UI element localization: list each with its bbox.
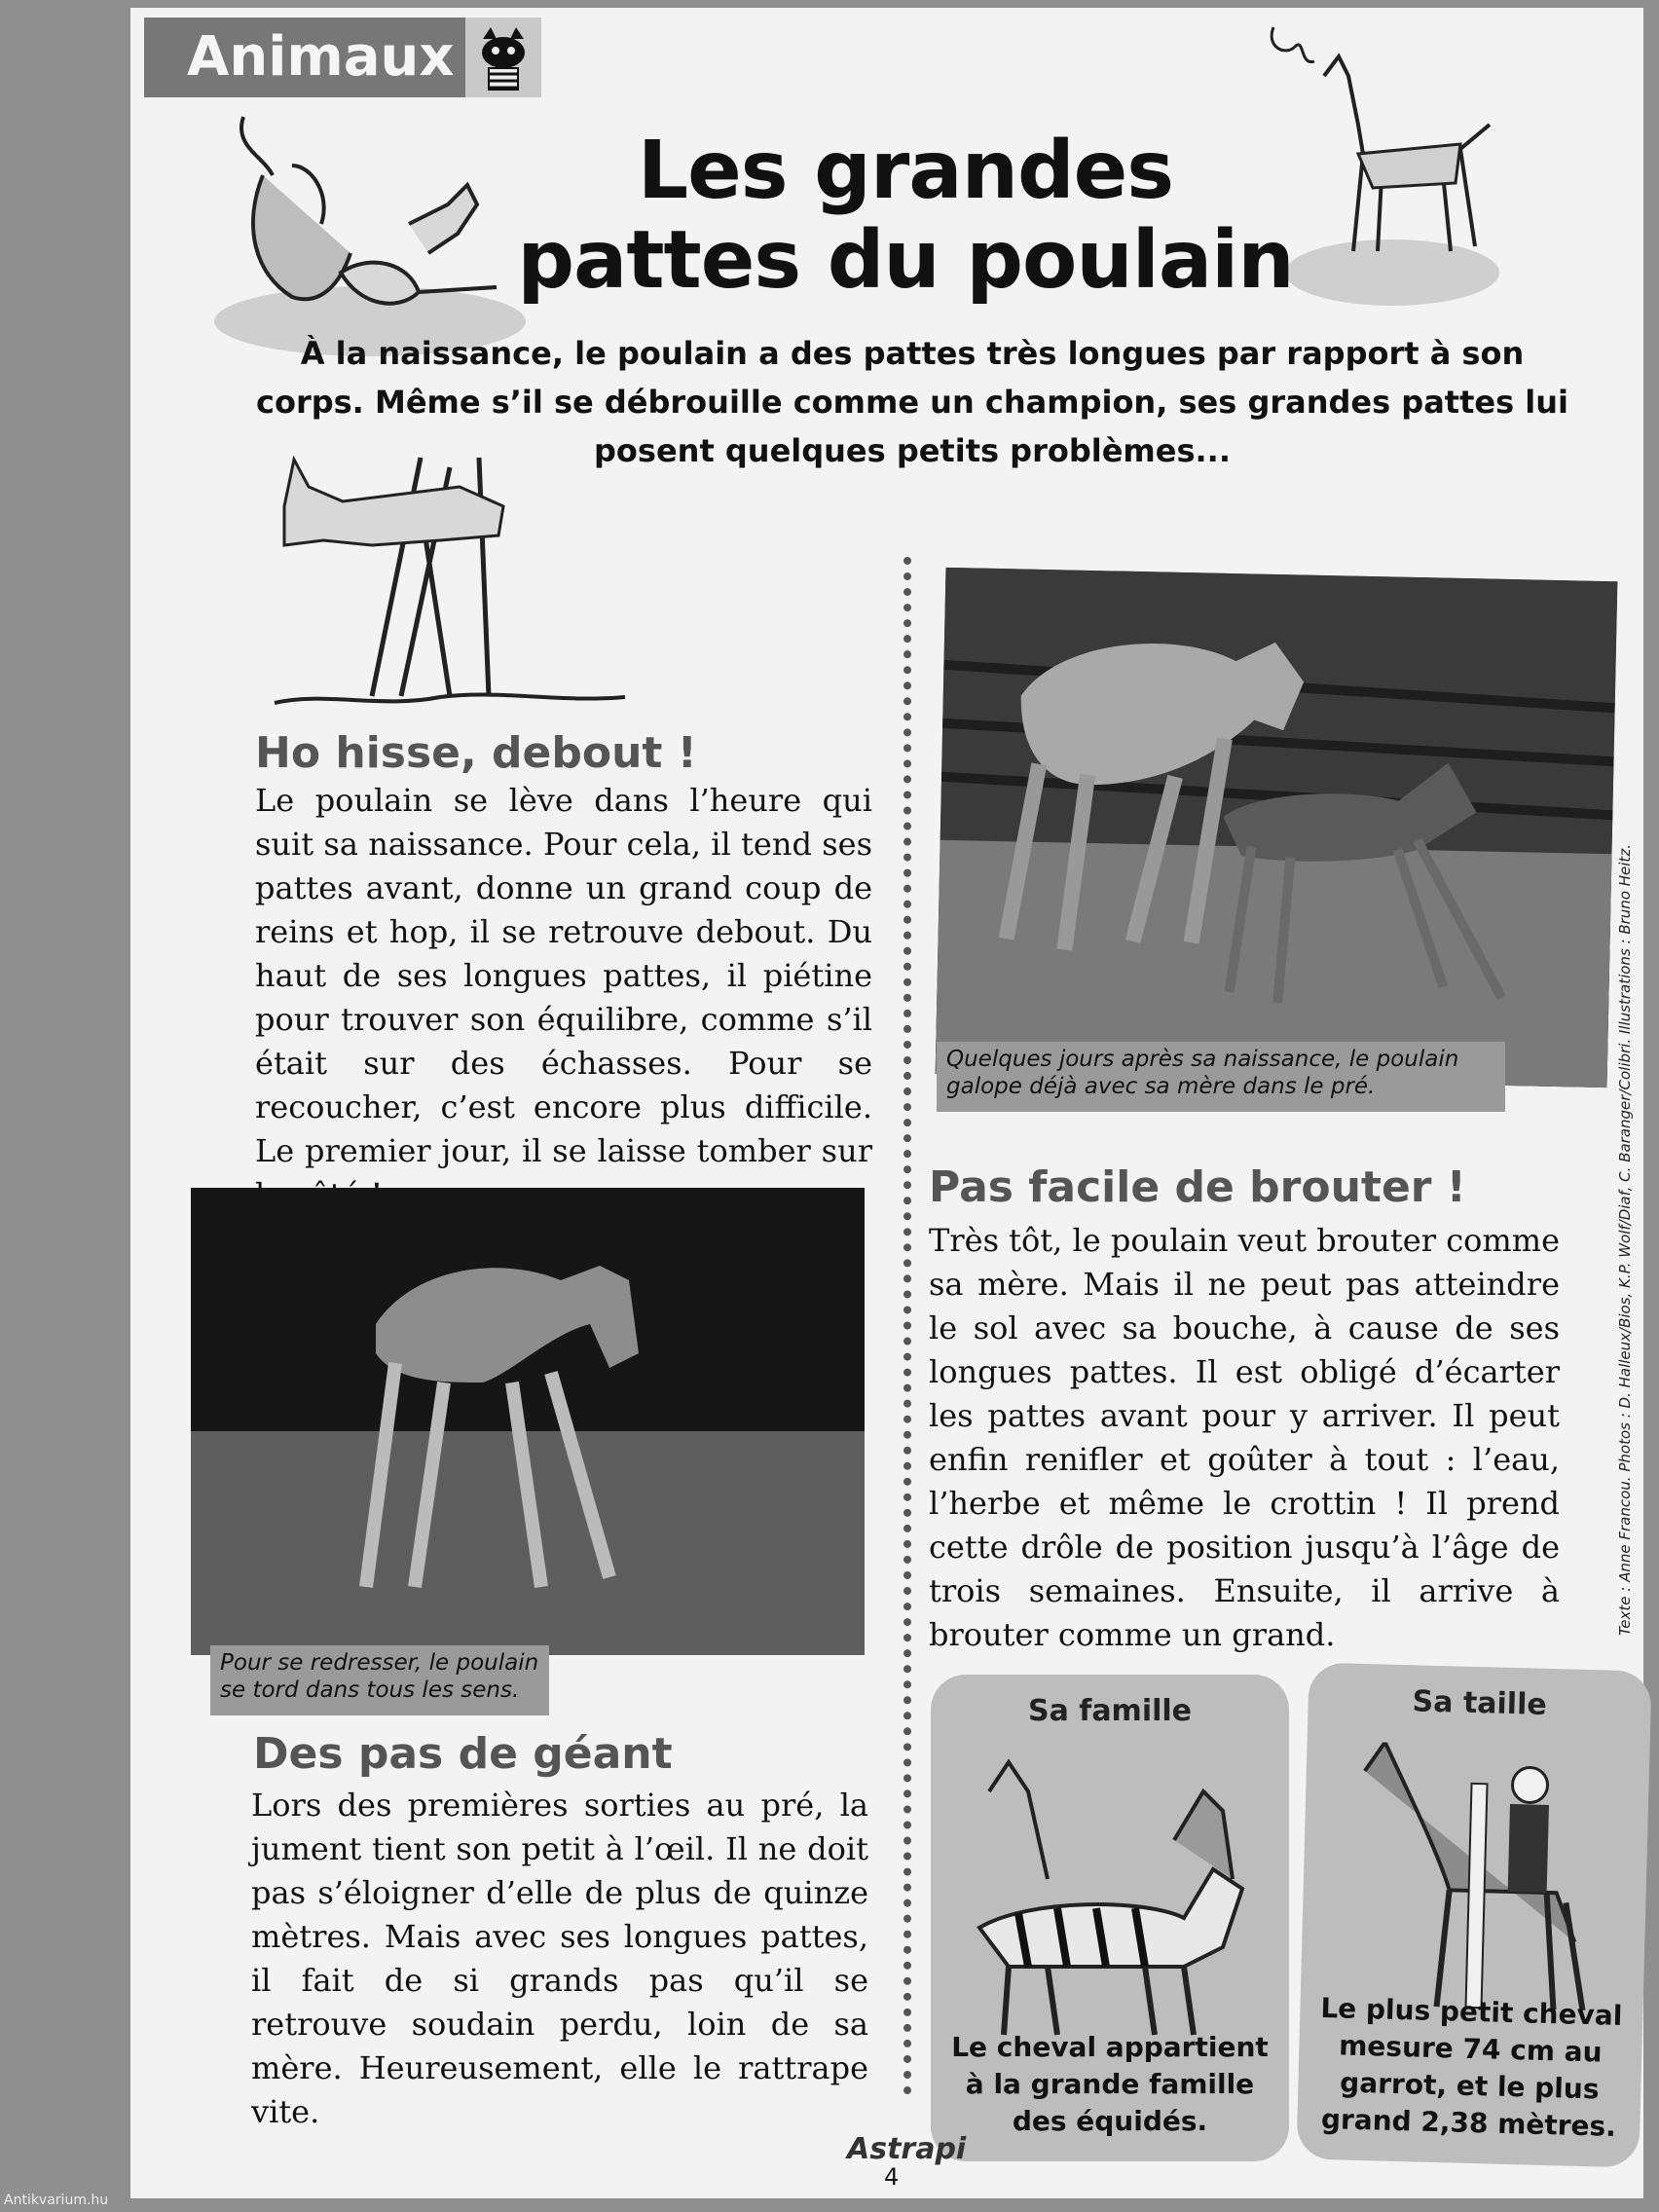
card-sa-taille bbox=[1296, 1662, 1651, 2167]
foal-on-stilts-illustration bbox=[265, 448, 635, 720]
credits-line: Texte : Anne Francou. Photos : D. Halleux/Bios, K.P. Wolf/Diaf, C. Baranger/Colibri. Illustrations : Bruno Heitz. bbox=[1616, 844, 1634, 1636]
foal-standing-illustration bbox=[1266, 18, 1529, 310]
page-number: 4 bbox=[884, 2163, 900, 2191]
horse-height-illustration bbox=[1319, 1741, 1628, 2021]
column-divider bbox=[903, 557, 911, 2095]
zebra-horse-donkey-illustration bbox=[950, 1752, 1272, 2045]
magazine-logo: Astrapi bbox=[847, 2132, 967, 2166]
section-tag: Animaux bbox=[144, 18, 465, 97]
paragraph-pas-de-geant: Lors des premières sorties au pré, la jument tient son petit à l’œil. Il ne doit pas s’éloigner d’elle de plus de quinze mètres. Mais avec ses longues pattes, il fait de si grands pas qu’il se retrouve soudain perdu, loin de sa mère. Heureusement, elle le rattrape vite. bbox=[251, 1787, 868, 2130]
card-text-taille: Le plus petit cheval mesure 74 cm au garrot, et le plus grand 2,38 mètres. bbox=[1320, 1991, 1623, 2143]
photo-mare-and-foal bbox=[936, 568, 1618, 1088]
card-text-famille: Le cheval appartient à la grande famille des équidés. bbox=[951, 2031, 1269, 2137]
paragraph-pas-facile: Très tôt, le poulain veut brouter comme sa mère. Mais il ne peut pas atteindre le sol avec sa bouche, à cause de ses longues pattes. Il est obligé d’écarter les pattes avant pour y arriver. Il peut enfin renifler et goûter à tout : l’eau, l’herbe et même le crottin ! Il prend cette drôle de position jusqu’à l’âge de trois semaines. Ensuite, il arrive à brouter comme un grand. bbox=[929, 1222, 1560, 1653]
card-title-famille: Sa famille bbox=[1027, 1694, 1193, 1728]
heading-pas-facile: Pas facile de brouter ! bbox=[929, 1162, 1466, 1212]
heading-pas-de-geant: Des pas de géant bbox=[253, 1729, 673, 1779]
paragraph-ho-hisse: Le poulain se lève dans l’heure qui suit sa naissance. Pour cela, il tend ses pattes avant, donne un grand coup de reins et hop, il se retrouve debout. Du haut de ses longues pattes, il piétine pour trouver son équilibre, comme s’il était sur des échasses. Pour se recoucher, c’est encore plus difficile. Le premier jour, il se laisse tomber sur bbox=[255, 782, 872, 1169]
caption-mare-and-foal: Quelques jours après sa naissance, le poulain galope déjà avec sa mère dans le pré. bbox=[937, 1042, 1505, 1112]
card-title-taille: Sa taille bbox=[1412, 1684, 1548, 1722]
intro-paragraph: À la naissance, le poulain a des pattes très longues par rapport à son corps. Même s’il se débrouille comme un champion, ses grandes pattes lui posent quelques petits problèmes... bbox=[255, 335, 1568, 469]
cat-mascot-icon bbox=[465, 18, 541, 97]
page-title: Les grandes pattes du poulain bbox=[517, 125, 1294, 307]
card-sa-famille bbox=[931, 1675, 1289, 2161]
photo-foal-stretching bbox=[191, 1188, 865, 1655]
caption-foal-stretching: Pour se redresser, le poulain se tord dans tous les sens. bbox=[210, 1645, 549, 1715]
watermark: Antikvarium.hu bbox=[4, 2193, 109, 2208]
heading-ho-hisse: Ho hisse, debout ! bbox=[255, 728, 697, 778]
